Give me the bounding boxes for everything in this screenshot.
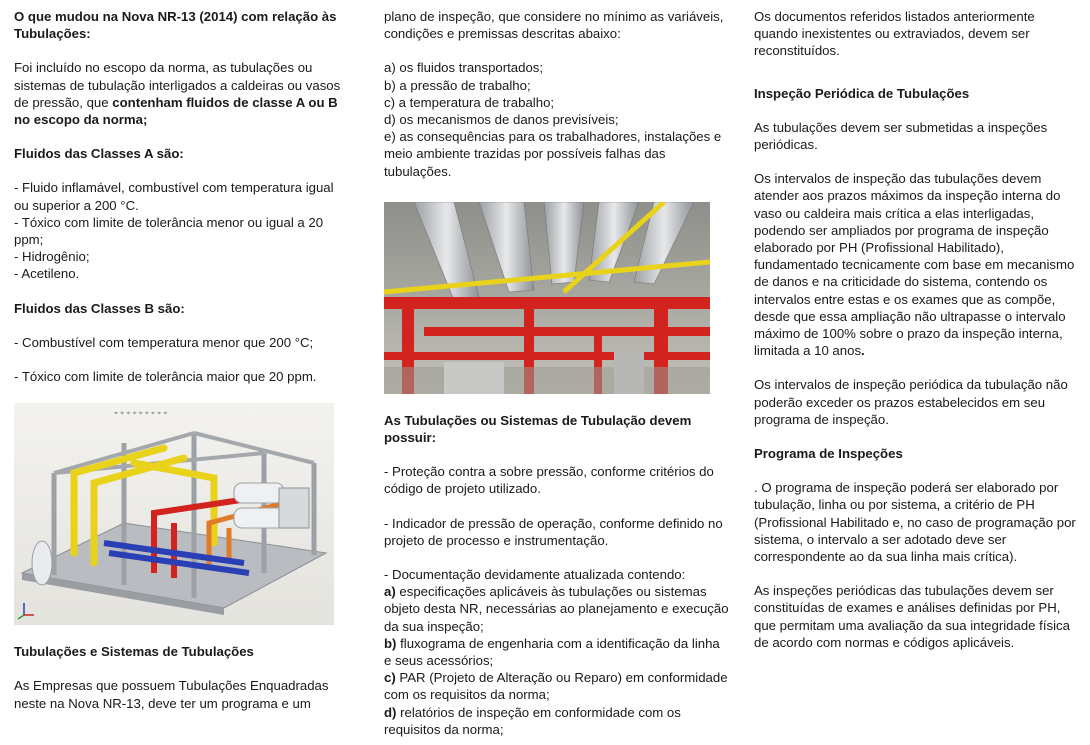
pipe-rack-photo — [384, 202, 710, 394]
variables-item: a) os fluidos transportados; — [384, 60, 544, 76]
intervals-paragraph: Os intervalos de inspeção das tubulações devem atender aos prazos máximos da inspeção interna do vaso ou caldeira mais crítica a elas interligadas, podendo ser ampliados por programa de inspeção elaborado por PH (Profissional Habilitado), fundamentado tecnicamente com base em mecanismo de danos e na criticidade do sistema, contendo os intervalos entre estas e os exames que as compõe, desde que essa ampliação não ultrapasse o intervalo máximo de 100% sobre o prazo da inspeção interna, limitada a 10 anos. — [754, 171, 1075, 359]
intro-paragraph: Foi incluído no escopo da norma, as tubulações ou sistemas de tubulação interligados a caldeiras ou vasos de pressão, que contenham fluidos de classe A ou B no escopo da norma; — [14, 60, 341, 128]
class-a-heading: Fluidos das Classes A são: — [14, 146, 184, 162]
periodic-paragraph: As tubulações devem ser submetidas a inspeções periódicas. — [754, 119, 1048, 153]
documentation-item: b) fluxograma de engenharia com a identificação da linha e seus acessórios; — [384, 635, 720, 669]
column-middle — [384, 8, 729, 738]
heading-changes: O que mudou na Nova NR-13 (2014) com relação às Tubulações: — [14, 9, 337, 42]
class-a-item: - Tóxico com limite de tolerância menor ou igual a 20 ppm; — [14, 214, 324, 248]
column-left — [14, 8, 349, 712]
must-have-item: - Indicador de pressão de operação, conforme definido no projeto de processo e instrumentação. — [384, 515, 723, 548]
program-heading: Programa de Inspeções — [754, 446, 903, 462]
documentation-item: d) relatórios de inspeção em conformidade com os requisitos da norma; — [384, 704, 681, 737]
piping-skid-3d-image — [14, 403, 334, 625]
svg-text:⌖ ⌖ ⌖ ⌖ ⌖ ⌖ ⌖ ⌖ ⌖: ⌖ ⌖ ⌖ ⌖ ⌖ ⌖ ⌖ ⌖ ⌖ — [114, 409, 168, 418]
class-a-item: - Fluido inflamável, combustível com temperatura igual ou superior a 200 °C. — [14, 180, 334, 213]
class-a-item: - Hidrogênio; — [14, 249, 90, 265]
documentation-item: a) especificações aplicáveis às tubulações ou sistemas objeto desta NR, necessárias ao planejamento e execução da sua inspeção; — [384, 584, 729, 634]
exams-paragraph: As inspeções periódicas das tubulações devem ser constituídas de exames e análises definidas por PH, que permitam uma avaliação da sua integridade física de acordo com normas e códigos aplicáveis. — [754, 583, 1070, 650]
class-b-heading: Fluidos das Classes B são: — [14, 300, 185, 316]
program-paragraph: . O programa de inspeção poderá ser elaborado por tubulação, linha ou por sistema, a critério de PH (Profissional Habilitado e, no caso de programação por sistema, o intervalo a ser adotado deve ser correspondente ao da sua linha mais crítica). — [754, 480, 1076, 565]
variables-item: c) a temperatura de trabalho; — [384, 94, 555, 110]
must-have-heading: As Tubulações ou Sistemas de Tubulação devem possuir: — [384, 412, 692, 446]
must-have-item: - Proteção contra a sobre pressão, conforme critérios do código de projeto utilizado. — [384, 464, 714, 497]
documentation-intro: - Documentação devidamente atualizada contendo: — [384, 567, 686, 583]
section-heading-tubulacoes: Tubulações e Sistemas de Tubulações — [14, 644, 254, 660]
section-text: As Empresas que possuem Tubulações Enquadradas neste na Nova NR-13, deve ter um programa e um — [14, 678, 329, 711]
variables-item: e) as consequências para os trabalhadores, instalações e meio ambiente trazidas por possíveis falhas das tubulações. — [384, 129, 722, 179]
variables-item: b) a pressão de trabalho; — [384, 77, 531, 93]
limit-paragraph: Os intervalos de inspeção periódica da tubulação não poderão exceder os prazos estabelecidos em seu programa de inspeção. — [754, 377, 1068, 427]
column-right — [754, 8, 1082, 651]
documents-paragraph: Os documentos referidos listados anteriormente quando inexistentes ou extraviados, devem ser reconstituídos. — [754, 9, 1035, 59]
class-a-item: - Acetileno. — [14, 266, 80, 282]
continuation-paragraph: plano de inspeção, que considere no mínimo as variáveis, condições e premissas descritas abaixo: — [384, 9, 724, 42]
variables-item: d) os mecanismos de danos previsíveis; — [384, 112, 619, 128]
documentation-item: c) PAR (Projeto de Alteração ou Reparo) em conformidade com os requisitos da norma; — [384, 670, 728, 703]
class-b-item: - Combustível com temperatura menor que 200 °C; — [14, 334, 314, 350]
class-b-item: - Tóxico com limite de tolerância maior que 20 ppm. — [14, 369, 317, 385]
periodic-inspection-heading: Inspeção Periódica de Tubulações — [754, 85, 970, 101]
